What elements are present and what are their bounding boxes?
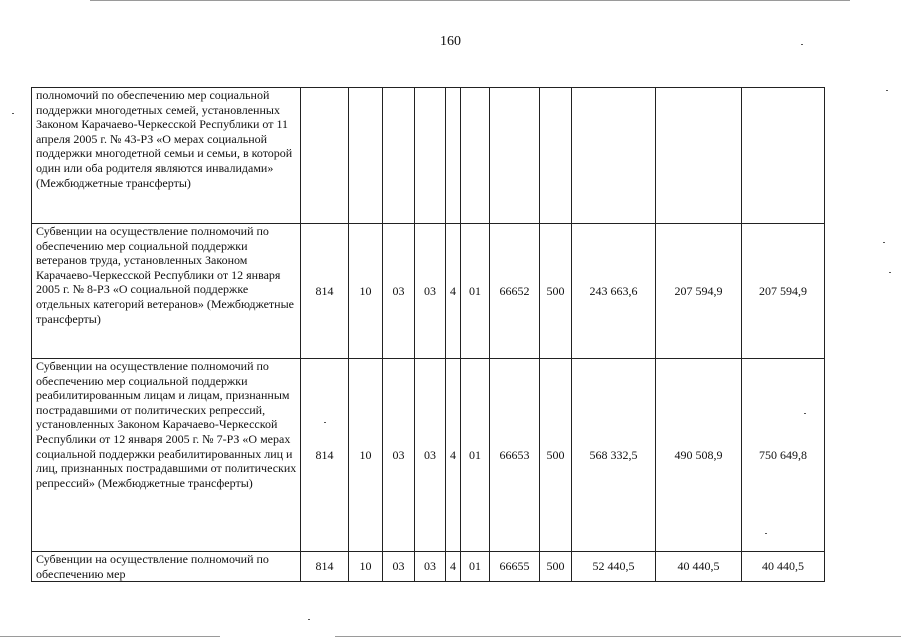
scan-speck (804, 413, 806, 414)
scan-speck (889, 272, 891, 273)
row-cell: 03 (415, 359, 446, 552)
row-description: Субвенции на осуществление полномочий по обеспечению мер социальной поддержки ветеранов труда, установленных Законом Карачаево-Черкесской Республики от 12 января 2005 г. № 8-РЗ «О социальной поддержке отдельных категорий ветеранов» (Межбюджетные трансферты) (32, 224, 301, 359)
bottom-edge-line-right (335, 636, 901, 637)
row-cell: 207 594,9 (742, 224, 825, 359)
scan-speck (308, 619, 310, 620)
row-cell: 750 649,8 (742, 359, 825, 552)
row-cell: 40 440,5 (742, 552, 825, 582)
row-cell (349, 88, 383, 224)
row-cell: 03 (383, 359, 415, 552)
row-cell: 4 (446, 359, 461, 552)
top-edge-line (90, 0, 850, 1)
row-cell: 207 594,9 (656, 224, 742, 359)
table-row (32, 359, 825, 552)
table-row (32, 88, 825, 224)
row-description: Субвенции на осуществление полномочий по обеспечению мер социальной поддержки реабилитированным лицам и лицам, признанным пострадавшими от политических репрессий, установленных Законом Карачаево-Черкесской Республики от 12 января 2005 г. № 7-РЗ «О мерах социальной поддержки реабилитированных лиц и лиц, признанных пострадавшими от политических репрессий» (Межбюджетные трансферты) (32, 359, 301, 552)
row-cell: 10 (349, 224, 383, 359)
scan-speck (801, 44, 803, 45)
row-cell: 52 440,5 (572, 552, 656, 582)
row-cell (572, 88, 656, 224)
row-cell (540, 88, 572, 224)
row-cell: 500 (540, 224, 572, 359)
row-cell: 490 508,9 (656, 359, 742, 552)
row-cell (461, 88, 490, 224)
page-number: 160 (440, 34, 461, 49)
row-cell: 4 (446, 224, 461, 359)
row-cell: 03 (383, 224, 415, 359)
row-cell: 10 (349, 552, 383, 582)
row-cell: 03 (415, 224, 446, 359)
scan-speck (765, 533, 767, 534)
row-cell: 01 (461, 359, 490, 552)
bottom-edge-line-left (0, 636, 220, 637)
row-cell: 10 (349, 359, 383, 552)
row-cell: 814 (301, 552, 349, 582)
row-cell: 03 (415, 552, 446, 582)
budget-table (31, 87, 825, 582)
row-cell (490, 88, 540, 224)
row-cell (742, 88, 825, 224)
row-cell: 01 (461, 552, 490, 582)
row-cell: 66655 (490, 552, 540, 582)
table-row (32, 552, 825, 582)
row-cell: 4 (446, 552, 461, 582)
row-cell (301, 88, 349, 224)
row-cell: 66652 (490, 224, 540, 359)
row-cell: 814 (301, 359, 349, 552)
row-cell: 814 (301, 224, 349, 359)
row-cell (383, 88, 415, 224)
row-description: полномочий по обеспечению мер социальной поддержки многодетных семей, установленных Законом Карачаево-Черкесской Республики от 11 апреля 2005 г. № 43-РЗ «О мерах социальной поддержки многодетной семьи и семьи, в которой один или оба родителя являются инвалидами» (Межбюджетные трансферты) (32, 88, 301, 224)
row-cell: 500 (540, 359, 572, 552)
scan-speck (886, 90, 888, 91)
row-cell (446, 88, 461, 224)
scan-speck (883, 242, 885, 243)
row-cell: 40 440,5 (656, 552, 742, 582)
row-description: Субвенции на осуществление полномочий по обеспечению мер (32, 552, 301, 582)
row-cell: 500 (540, 552, 572, 582)
row-cell: 03 (383, 552, 415, 582)
row-cell: 66653 (490, 359, 540, 552)
row-cell (415, 88, 446, 224)
row-cell (656, 88, 742, 224)
row-cell: 243 663,6 (572, 224, 656, 359)
row-cell: 568 332,5 (572, 359, 656, 552)
row-cell: 01 (461, 224, 490, 359)
scan-speck (12, 113, 14, 114)
scan-speck (324, 422, 326, 423)
table-row (32, 224, 825, 359)
